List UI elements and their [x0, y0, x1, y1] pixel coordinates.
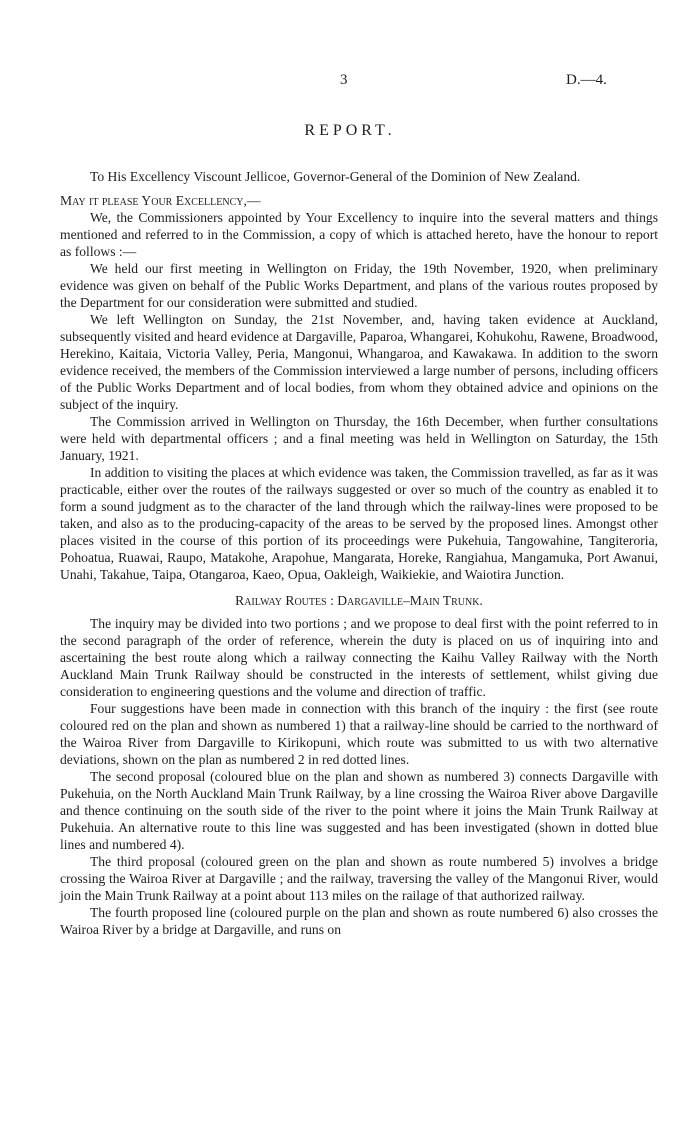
report-title: REPORT. [304, 122, 396, 139]
section-heading: Railway Routes : Dargaville–Main Trunk. [235, 593, 483, 608]
paragraph-final-meeting: The Commission arrived in Wellington on Thursday, the 16th December, when further consultations were held with departmental officers ; and a final meeting was held in Wellington on Saturday, the 15th January, 1921. [60, 414, 658, 463]
report-body [60, 168, 658, 938]
paragraph-second-proposal: The second proposal (coloured blue on the plan and shown as numbered 3) connects Dargaville with Pukehuia, on the North Auckland Main Trunk Railway, by a line crossing the Wairoa River above Dargaville and thence continuing on the south side of the river to the point where it joins the Main Trunk Railway at Pukehuia. An alternative route to this line was suggested and has been investigated (shown in dotted blue lines and numbered 4). [60, 769, 658, 852]
page-number: 3 [340, 72, 348, 88]
paragraph-itinerary: We left Wellington on Sunday, the 21st November, and, having taken evidence at Auckland, subsequently visited and heard evidence at Dargaville, Paparoa, Whangarei, Kohukohu, Rawene, Broadwood, Herekino, Kaitaia, Victoria Valley, Peria, Mangonui, Whangaroa, and Kawakawa. In addition to the sworn evidence received, the members of the Commission interviewed a large number of persons, including officers of the Public Works Department and of local bodies, from whom they obtained advice and opinions on the subject of the inquiry. [60, 312, 658, 412]
paragraph-four-suggestions: Four suggestions have been made in connection with this branch of the inquiry : the first (see route coloured red on the plan and shown as numbered 1) that a railway-line should be carried to the northward of the Wairoa River from Dargaville to Kirikopuni, which route was submitted to us with two alternative deviations, shown on the plan as numbered 2 in red dotted lines. [60, 701, 658, 767]
document-reference: D.—4. [566, 72, 607, 88]
paragraph-commissioners: We, the Commissioners appointed by Your Excellency to inquire into the several matters and things mentioned and referred to in the Commission, a copy of which is attached hereto, have the honour to report as follows :— [60, 210, 658, 259]
paragraph-fourth-proposal: The fourth proposed line (coloured purple on the plan and shown as route numbered 6) also crosses the Wairoa River by a bridge at Dargaville, and runs on [60, 905, 658, 937]
paragraph-inquiry-portions: The inquiry may be divided into two portions ; and we propose to deal first with the point referred to in the second paragraph of the order of reference, wherein the duty is placed on us of inquiring into and ascertaining the best route along which a railway connecting the Kaihu Valley Railway with the North Auckland Main Trunk Railway should be constructed in the interests of settlement, whilst giving due consideration to engineering questions and the volume and direction of traffic. [60, 616, 658, 699]
paragraph-places-visited: In addition to visiting the places at which evidence was taken, the Commission travelled, as far as it was practicable, either over the routes of the railways suggested or over so much of the country as enabled it to form a sound judgment as to the character of the land through which the railway-lines were proposed to be taken, and also as to the producing-capacity of the areas to be served by the proposed lines. Amongst other places visited in the course of this portion of its proceedings were Pukehuia, Tangowahine, Tangiteroria, Pohoatua, Ruawai, Raupo, Matakohe, Arapohue, Mangarata, Horeke, Rangiahua, Mangamuka, Port Awanui, Unahi, Takahue, Taipa, Otangaroa, Kaeo, Opua, Oakleigh, Waikiekie, and Waiotira Junction. [60, 465, 658, 582]
salutation: May it please Your Excellency,— [60, 193, 261, 208]
paragraph-third-proposal: The third proposal (coloured green on the plan and shown as route numbered 5) involves a bridge crossing the Wairoa River at Dargaville ; and the railway, traversing the valley of the Mangonui River, would join the Main Trunk Railway at a point about 113 miles on the railage of that authorized railway. [60, 854, 658, 903]
paragraph-first-meeting: We held our first meeting in Wellington on Friday, the 19th November, 1920, when preliminary evidence was given on behalf of the Public Works Department, and plans of the various routes proposed by the Department for our consideration were submitted and studied. [60, 261, 658, 310]
addressee: To His Excellency Viscount Jellicoe, Governor-General of the Dominion of New Zealand. [90, 169, 581, 184]
